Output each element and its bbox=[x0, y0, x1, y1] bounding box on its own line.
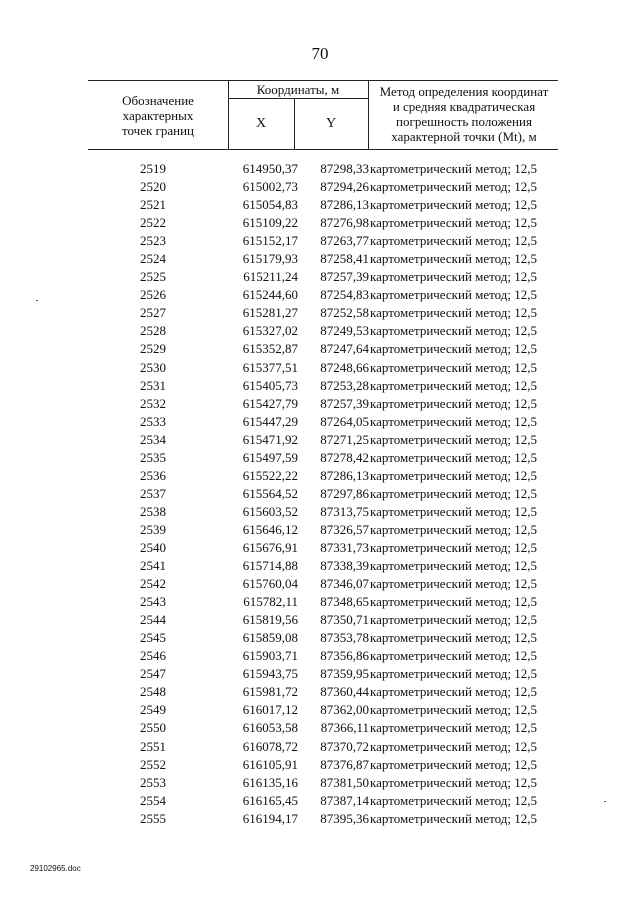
method-cell: картометрический метод; 12,5 bbox=[370, 359, 538, 375]
coord-y: 87338,39 bbox=[320, 558, 369, 574]
method-cell: картометрический метод; 12,5 bbox=[370, 215, 538, 231]
coord-y: 87350,71 bbox=[320, 612, 369, 628]
method-cell: картометрический метод; 12,5 bbox=[370, 269, 538, 285]
coord-y: 87264,05 bbox=[320, 413, 369, 429]
point-id: 2549 bbox=[140, 702, 166, 718]
col-designation-header: Обозначение характерных точек границ bbox=[121, 93, 195, 138]
header-bottom-rule bbox=[88, 149, 558, 150]
coord-x: 615244,60 bbox=[242, 287, 298, 303]
coord-y: 87348,65 bbox=[320, 594, 369, 610]
point-id: 2530 bbox=[140, 359, 166, 375]
coord-x: 615522,22 bbox=[242, 467, 298, 483]
coord-x: 615405,73 bbox=[242, 377, 298, 393]
coord-y: 87263,77 bbox=[320, 233, 369, 249]
point-id: 2531 bbox=[140, 377, 166, 393]
coord-x: 615603,52 bbox=[242, 503, 298, 519]
table-row bbox=[88, 792, 558, 810]
table-row bbox=[88, 232, 558, 250]
point-id: 2542 bbox=[140, 576, 166, 592]
coord-y: 87326,57 bbox=[320, 521, 369, 537]
method-cell: картометрический метод; 12,5 bbox=[370, 179, 538, 195]
point-id: 2525 bbox=[140, 269, 166, 285]
table-row bbox=[88, 485, 558, 503]
table-row bbox=[88, 286, 558, 304]
coord-y: 87294,26 bbox=[320, 179, 369, 195]
point-id: 2539 bbox=[140, 521, 166, 537]
method-cell: картометрический метод; 12,5 bbox=[370, 197, 538, 213]
header-top-rule bbox=[88, 80, 558, 81]
method-cell: картометрический метод; 12,5 bbox=[370, 305, 538, 321]
table-row bbox=[88, 756, 558, 774]
point-id: 2537 bbox=[140, 485, 166, 501]
page-number: 70 bbox=[311, 44, 329, 63]
coord-y: 87353,78 bbox=[320, 630, 369, 646]
coord-x: 615352,87 bbox=[242, 341, 298, 357]
method-cell: картометрический метод; 12,5 bbox=[370, 539, 538, 555]
coord-y: 87331,73 bbox=[320, 539, 369, 555]
table-row bbox=[88, 304, 558, 322]
coord-x: 615281,27 bbox=[242, 305, 298, 321]
method-cell: картометрический метод; 12,5 bbox=[370, 756, 538, 772]
method-cell: картометрический метод; 12,5 bbox=[370, 377, 538, 393]
coord-y: 87395,36 bbox=[320, 810, 369, 826]
method-cell: картометрический метод; 12,5 bbox=[370, 684, 538, 700]
coord-x: 615447,29 bbox=[242, 413, 298, 429]
point-id: 2524 bbox=[140, 251, 166, 267]
point-id: 2538 bbox=[140, 503, 166, 519]
coord-x: 615377,51 bbox=[242, 359, 298, 375]
method-cell: картометрический метод; 12,5 bbox=[370, 413, 538, 429]
coord-x: 615497,59 bbox=[242, 449, 298, 465]
file-name: 29102965.doc bbox=[30, 864, 81, 873]
table-row bbox=[88, 665, 558, 683]
method-cell: картометрический метод; 12,5 bbox=[370, 810, 538, 826]
coord-y: 87359,95 bbox=[320, 666, 369, 682]
coord-x: 615002,73 bbox=[242, 179, 298, 195]
table-row bbox=[88, 214, 558, 232]
col-coords-header: Координаты, м bbox=[256, 82, 340, 97]
coord-y: 87271,25 bbox=[320, 431, 369, 447]
point-id: 2519 bbox=[140, 161, 166, 176]
header-divider bbox=[368, 80, 369, 150]
method-cell: картометрический метод; 12,5 bbox=[370, 774, 538, 790]
table-row bbox=[88, 774, 558, 792]
point-id: 2540 bbox=[140, 539, 166, 555]
coord-x: 614950,37 bbox=[242, 161, 298, 176]
coord-x: 615109,22 bbox=[242, 215, 298, 231]
coord-y: 87376,87 bbox=[320, 756, 369, 772]
scan-speck bbox=[36, 300, 38, 301]
point-id: 2527 bbox=[140, 305, 166, 321]
table-row bbox=[88, 738, 558, 756]
table-row bbox=[88, 322, 558, 340]
table-row bbox=[88, 431, 558, 449]
coord-x: 615859,08 bbox=[242, 630, 298, 646]
coord-x: 615471,92 bbox=[242, 431, 298, 447]
coord-y: 87258,41 bbox=[320, 251, 369, 267]
coord-x: 616105,91 bbox=[242, 756, 298, 772]
coord-y: 87247,64 bbox=[320, 341, 369, 357]
table-row bbox=[88, 575, 558, 593]
coord-x: 615152,17 bbox=[242, 233, 298, 249]
coord-x: 615819,56 bbox=[242, 612, 298, 628]
table-row bbox=[88, 196, 558, 214]
table-row bbox=[88, 647, 558, 665]
method-cell: картометрический метод; 12,5 bbox=[370, 594, 538, 610]
table-row bbox=[88, 377, 558, 395]
coord-x: 615054,83 bbox=[242, 197, 298, 213]
point-id: 2521 bbox=[140, 197, 166, 213]
coord-x: 616135,16 bbox=[242, 774, 298, 790]
method-cell: картометрический метод; 12,5 bbox=[370, 666, 538, 682]
col-x-header: X bbox=[255, 116, 267, 131]
method-cell: картометрический метод; 12,5 bbox=[370, 612, 538, 628]
coord-x: 615427,79 bbox=[242, 395, 298, 411]
point-id: 2543 bbox=[140, 594, 166, 610]
point-id: 2546 bbox=[140, 648, 166, 664]
point-id: 2533 bbox=[140, 413, 166, 429]
coord-y: 87360,44 bbox=[320, 684, 369, 700]
coord-y: 87253,28 bbox=[320, 377, 369, 393]
coord-x: 616194,17 bbox=[242, 810, 298, 826]
method-cell: картометрический метод; 12,5 bbox=[370, 323, 538, 339]
coord-y: 87362,00 bbox=[320, 702, 369, 718]
point-id: 2554 bbox=[140, 792, 166, 808]
coord-x: 615646,12 bbox=[242, 521, 298, 537]
table-row bbox=[88, 521, 558, 539]
coord-x: 616053,58 bbox=[242, 720, 298, 736]
coord-y: 87286,13 bbox=[320, 197, 369, 213]
coord-x: 615179,93 bbox=[242, 251, 298, 267]
point-id: 2544 bbox=[140, 612, 166, 628]
coord-x: 615943,75 bbox=[242, 666, 298, 682]
method-cell: картометрический метод; 12,5 bbox=[370, 395, 538, 411]
coord-y: 87257,39 bbox=[320, 395, 369, 411]
coord-x: 616165,45 bbox=[242, 792, 298, 808]
method-cell: картометрический метод; 12,5 bbox=[370, 576, 538, 592]
table-row bbox=[88, 449, 558, 467]
coord-x: 615564,52 bbox=[242, 485, 298, 501]
method-cell: картометрический метод; 12,5 bbox=[370, 503, 538, 519]
point-id: 2545 bbox=[140, 630, 166, 646]
coord-y: 87356,86 bbox=[320, 648, 369, 664]
point-id: 2528 bbox=[140, 323, 166, 339]
table-row bbox=[88, 719, 558, 737]
method-cell: картометрический метод; 12,5 bbox=[370, 630, 538, 646]
coord-y: 87370,72 bbox=[320, 738, 369, 754]
method-cell: картометрический метод; 12,5 bbox=[370, 449, 538, 465]
point-id: 2522 bbox=[140, 215, 166, 231]
method-cell: картометрический метод; 12,5 bbox=[370, 720, 538, 736]
point-id: 2532 bbox=[140, 395, 166, 411]
coord-y: 87346,07 bbox=[320, 576, 369, 592]
point-id: 2523 bbox=[140, 233, 166, 249]
table-body bbox=[88, 160, 558, 828]
coord-y: 87257,39 bbox=[320, 269, 369, 285]
coord-y: 87298,33 bbox=[320, 161, 369, 176]
method-cell: картометрический метод; 12,5 bbox=[370, 431, 538, 447]
point-id: 2552 bbox=[140, 756, 166, 772]
coord-y: 87313,75 bbox=[320, 503, 369, 519]
table-row bbox=[88, 539, 558, 557]
coord-x: 616017,12 bbox=[242, 702, 298, 718]
method-cell: картометрический метод; 12,5 bbox=[370, 341, 538, 357]
coord-x: 615760,04 bbox=[242, 576, 298, 592]
point-id: 2536 bbox=[140, 467, 166, 483]
method-cell: картометрический метод; 12,5 bbox=[370, 467, 538, 483]
table-row bbox=[88, 503, 558, 521]
coords-sub-rule bbox=[228, 98, 368, 99]
table-row bbox=[88, 701, 558, 719]
table-row bbox=[88, 340, 558, 358]
method-cell: картометрический метод; 12,5 bbox=[370, 738, 538, 754]
coord-y: 87249,53 bbox=[320, 323, 369, 339]
table-row bbox=[88, 629, 558, 647]
table-row bbox=[88, 593, 558, 611]
method-cell: картометрический метод; 12,5 bbox=[370, 161, 538, 176]
point-id: 2529 bbox=[140, 341, 166, 357]
method-cell: картометрический метод; 12,5 bbox=[370, 233, 538, 249]
table-row bbox=[88, 178, 558, 196]
coord-x: 615981,72 bbox=[242, 684, 298, 700]
coord-x: 615782,11 bbox=[243, 594, 298, 610]
coord-y: 87387,14 bbox=[320, 792, 369, 808]
table-row bbox=[88, 611, 558, 629]
coord-y: 87252,58 bbox=[320, 305, 369, 321]
coord-y: 87278,42 bbox=[320, 449, 369, 465]
scan-speck bbox=[604, 801, 606, 802]
table-row bbox=[88, 557, 558, 575]
coord-x: 615903,71 bbox=[242, 648, 298, 664]
method-cell: картометрический метод; 12,5 bbox=[370, 702, 538, 718]
table-row bbox=[88, 395, 558, 413]
col-y-header: Y bbox=[325, 116, 337, 131]
point-id: 2553 bbox=[140, 774, 166, 790]
table-row bbox=[88, 359, 558, 377]
table-row bbox=[88, 160, 558, 178]
point-id: 2550 bbox=[140, 720, 166, 736]
point-id: 2555 bbox=[140, 810, 166, 826]
coord-y: 87276,98 bbox=[320, 215, 369, 231]
point-id: 2541 bbox=[140, 558, 166, 574]
coord-x: 616078,72 bbox=[242, 738, 298, 754]
coord-y: 87366,11 bbox=[320, 720, 369, 736]
coord-y: 87248,66 bbox=[320, 359, 369, 375]
coord-x: 615211,24 bbox=[243, 269, 298, 285]
point-id: 2520 bbox=[140, 179, 166, 195]
coord-x: 615327,02 bbox=[242, 323, 298, 339]
coord-x: 615714,88 bbox=[242, 558, 298, 574]
point-id: 2526 bbox=[140, 287, 166, 303]
method-cell: картометрический метод; 12,5 bbox=[370, 558, 538, 574]
table-row bbox=[88, 268, 558, 286]
point-id: 2548 bbox=[140, 684, 166, 700]
table-row bbox=[88, 810, 558, 828]
coord-y: 87254,83 bbox=[320, 287, 369, 303]
point-id: 2547 bbox=[140, 666, 166, 682]
table-row bbox=[88, 413, 558, 431]
method-cell: картометрический метод; 12,5 bbox=[370, 251, 538, 267]
method-cell: картометрический метод; 12,5 bbox=[370, 648, 538, 664]
point-id: 2534 bbox=[140, 431, 166, 447]
method-cell: картометрический метод; 12,5 bbox=[370, 287, 538, 303]
point-id: 2535 bbox=[140, 449, 166, 465]
method-cell: картометрический метод; 12,5 bbox=[370, 521, 538, 537]
coord-x: 615676,91 bbox=[242, 539, 298, 555]
table-row bbox=[88, 250, 558, 268]
table-row bbox=[88, 683, 558, 701]
table-row bbox=[88, 467, 558, 485]
table-header bbox=[88, 80, 558, 150]
col-method-header: Метод определения координат и средняя квадратическая погрешность положения характерной точки (Mt), м bbox=[379, 84, 549, 144]
coord-y: 87286,13 bbox=[320, 467, 369, 483]
coord-y: 87381,50 bbox=[320, 774, 369, 790]
method-cell: картометрический метод; 12,5 bbox=[370, 485, 538, 501]
coord-y: 87297,86 bbox=[320, 485, 369, 501]
method-cell: картометрический метод; 12,5 bbox=[370, 792, 538, 808]
point-id: 2551 bbox=[140, 738, 166, 754]
